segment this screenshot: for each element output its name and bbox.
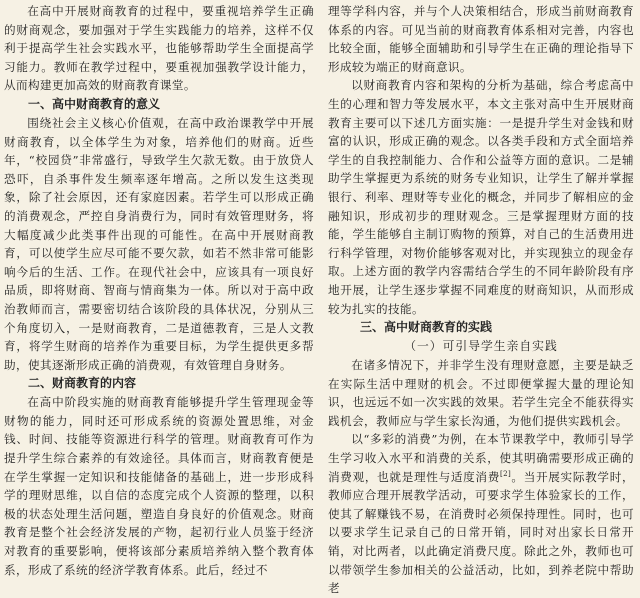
citation-ref: [2] [500, 469, 512, 478]
paragraph: 围绕社会主义核心价值观，在高中政治课教学中开展财商教育，以全体学生为对象，培养他们的财商。近些年，“校园贷”非常盛行，导致学生欠款无数。由于放贷人恐吓，自杀事件发生频率逐年增高。之所以发生这类现象，除了社会原因，还有家庭因素。若学生可以形成正确的消费观念，严控自身消费行为，同时有效管理财务，将大幅度减少此类事件出现的可能性。在高中开展财商教育，可以使学生应尽可能不要欠款，如若不然非常可能影响今后的生活、工作。在现代社会中，应该具有一项良好品质，即将财商、智商与情商集为一体。所以对于高中政治教师而言，需要密切结合该阶段的具体状况，分别从三个角度切入，一是财商教育，二是道德教育，三是人文教育，将学生财商的培养作为重要目标，为学生提供更多帮助，使其逐渐形成正确的消费观，有效管理自身财务。 [4, 115, 314, 372]
section-heading: 三、高中财商教育的实践 [360, 320, 493, 335]
section-heading: 一、高中财商教育的意义 [28, 96, 161, 111]
section-heading: 二、财商教育的内容 [28, 376, 137, 391]
paragraph: 以财商教育内容和架构的分析为基础，综合考虑高中生的心理和智力等发展水平，本文主张对高中生开展财商教育主要可以下述几方面实施：一是提升学生对金钱和财富的认识，形成正确的观念。以各类手段和方式全面培养学生的自我控制能力、合作和公益等方面的意识。二是辅助学生掌握更为系统的财务专业知识，让学生了解并掌握银行、利率、理财等专业化的概念，并同步了解相应的金融知识，形成初步的理财观念。三是掌握理财方面的技能，学生能够自主制订购物的预算，对自己的生活费用进行科学管理，对物价能够客观对比，并实现独立的现金存取。上述方面的教学内容需结合学生的不同年龄阶段有序地开展，让学生逐步掌握不同难度的财商知识，从而形成较为扎实的技能。 [328, 78, 634, 316]
paragraph-text: 。当开展实际教学时，教师应合理开展教学活动，可要求学生体验家长的工作，使其了解赚钱不易，在消费时必须保持理性。同时，也可以要求学生记录自己的日常开销，同时对出家长日常开销，对比两者，以此确定消费尺度。除此之外，教师也可以带领学生参加相关的公益活动，比如，到养老院中帮助老 [328, 469, 634, 596]
paragraph: 在诸多情况下，并非学生没有理财意愿，主要是缺乏在实际生活中理财的机会。不过即便掌握大量的理论知识，也远远不如一次实践的效果。若学生完全不能获得实践机会，教师应与学生家长沟通，为他们提供实践机会。 [328, 358, 634, 428]
paragraph-text: 以“多彩的消费”为例，在本节课教学中，教师引导学生学习收入水平和消费的关系，使其明确需要形成正确的消费观，也就是理性与适度消费 [328, 432, 634, 484]
subsection-heading: （一）可引导学生亲自实践 [404, 339, 558, 354]
paragraph: 在高中阶段实施的财商教育能够提升学生管理现金等财物的能力，同时还可形成系统的资源处置思维，对金钱、时间、技能等资源进行科学的管理。财商教育可作为提升学生综合素养的有效途径。具体而言，财商教育便是在学生掌握一定知识和技能储备的基础上，进一步形成科学的理财思维，以自信的态度完成个人资源的整理，以积极的状态处理生活问题，塑造自身良好的价值观念。财商教育是整个社会经济发展的产物，起初行业人员鉴于经济对教育的重要影响，便将该部分素质培养纳入整个教育体系，形成了系统的经济学教育体系。此后，经过不 [4, 395, 314, 577]
right-column [328, 2, 634, 596]
paragraph: 在高中开展财商教育的过程中，要重视培养学生正确的财商观念，要加强对于学生实践能力的培养，这样不仅利于提高学生社会实践水平，也能够帮助学生全面提高学习能力。教师在教学过程中，要重视加强教学设计能力，从而构建更加高效的财商教育课堂。 [4, 4, 314, 93]
paragraph [328, 430, 634, 597]
paragraph: 理等学科内容，并与个人决策相结合，形成当前财商教育体系的内容。可见当前的财商教育体系相对完善，内容也比较全面，能够全面辅助和引导学生在正确的理论指导下形成较为端正的财商意识。 [328, 4, 634, 74]
left-column [4, 2, 314, 577]
